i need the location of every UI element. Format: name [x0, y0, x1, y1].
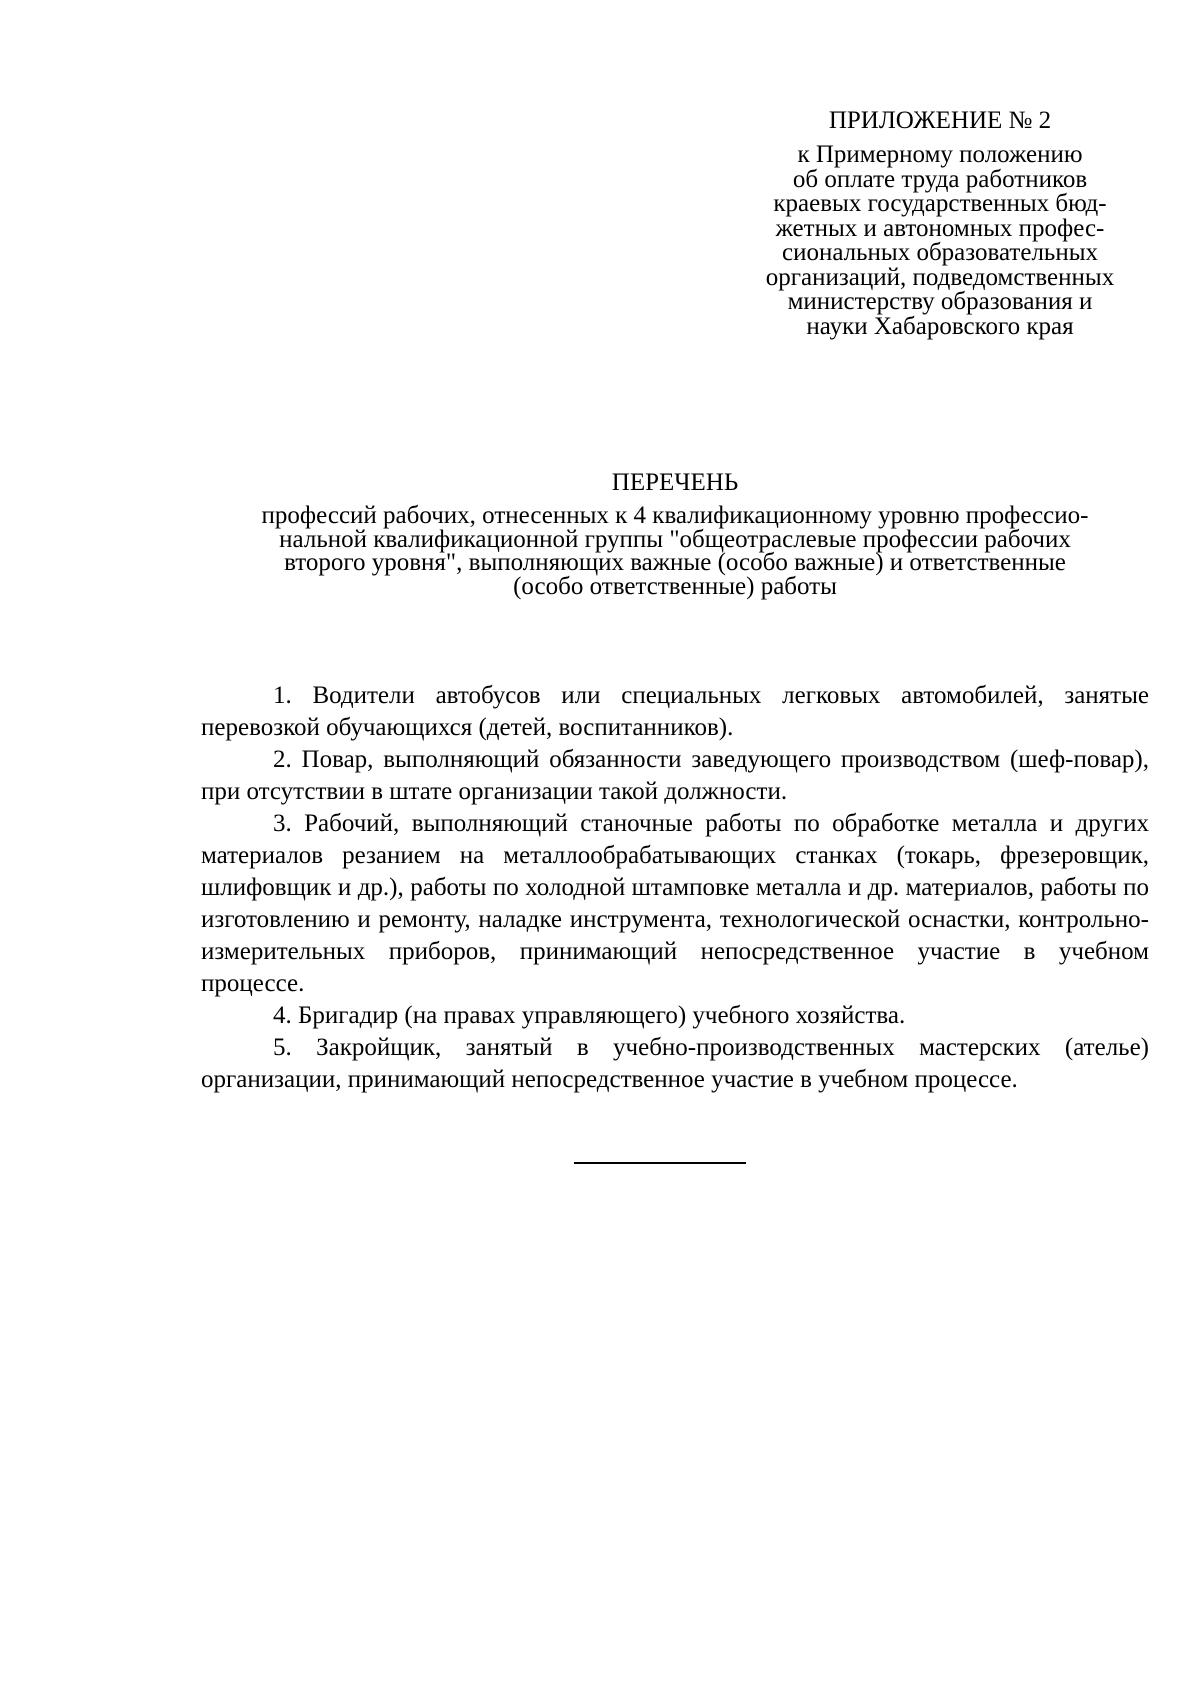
list-item: 3. Рабочий, выполняющий станочные работы по обработке металла и других материалов резанием на металлообрабатывающих станках (токарь, фрезеровщик, шлифовщик и др.), работы по холодной штамповке металла и др. материалов, работы по изготовлению и ремонту, наладке инструмента, технологической оснастки, контрольно-измерительных приборов, принимающий непосредственное участие в учебном процессе. [201, 810, 1149, 997]
document-title: ПЕРЕЧЕНЬ [611, 469, 739, 496]
list-item: 5. Закройщик, занятый в учебно-производственных мастерских (ателье) организации, принимающий непосредственное участие в учебном процессе. [201, 1034, 1149, 1093]
document-subtitle [190, 504, 1160, 598]
subtitle-line: второго уровня", выполняющих важные (особо важные) и ответственные [284, 549, 1066, 576]
appendix-line: к Примерному положению [797, 141, 1083, 168]
appendix-line: науки Хабаровского края [806, 312, 1074, 340]
appendix-block [730, 106, 1150, 339]
appendix-title: ПРИЛОЖЕНИЕ № 2 [828, 107, 1052, 134]
subtitle-line: нальной квалификационной группы "общеотраслевые профессии рабочих [279, 525, 1071, 553]
profession-list [201, 680, 1149, 1096]
closing-divider [574, 1162, 746, 1164]
appendix-line: министерству образования и [787, 288, 1093, 315]
list-item: 1. Водители автобусов или специальных легковых автомобилей, занятые перевозкой обучающихся (детей, воспитанников). [201, 682, 1149, 741]
list-item: 2. Повар, выполняющий обязанности заведующего производством (шеф-повар), при отсутствии в штате организации такой должности. [201, 746, 1149, 805]
subtitle-line: (особо ответственные) работы [513, 572, 837, 600]
appendix-line: жетных и автономных профес- [775, 214, 1105, 242]
appendix-line: сиональных образовательных [781, 239, 1098, 266]
appendix-line: краевых государственных бюд- [773, 190, 1107, 217]
subtitle-line: профессий рабочих, отнесенных к 4 квалификационному уровню профессио- [261, 502, 1089, 529]
appendix-line: об оплате труда работников [792, 165, 1088, 193]
appendix-line: организаций, подведомственных [765, 263, 1115, 291]
list-item: 4. Бригадир (на правах управляющего) учебного хозяйства. [273, 1002, 906, 1029]
